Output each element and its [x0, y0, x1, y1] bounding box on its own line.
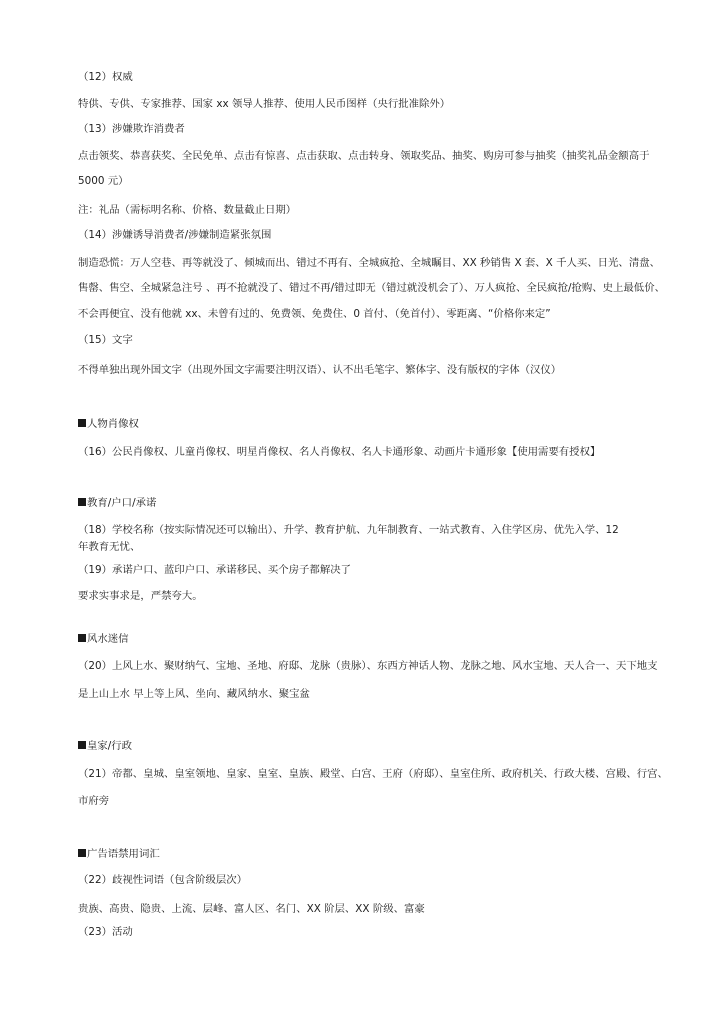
item-text-19-note: 要求实事求是，严禁夸大。 [78, 590, 203, 602]
section-title: 教育/户口/承诺 [87, 497, 157, 509]
item-heading-13: （13）涉嫌欺诈消费者 [78, 123, 185, 135]
item-text-15: 不得单独出现外国文字（出现外国文字需要注明汉语）、认不出毛笔字、繁体字、没有版权的字体（汉仪） [78, 364, 562, 376]
section-title: 皇家/行政 [87, 740, 133, 752]
item-text-13-line1: 点击领奖、恭喜获奖、全民免单、点击有惊喜、点击获取、点击转身、领取奖品、抽奖、购房可参与抽奖（抽奖礼品金额高于 [78, 150, 650, 162]
item-text-14-line3: 不会再便宜、没有他就 xx、未曾有过的、免费领、免费住、0 首付、（免首付）、零距离、“价格你来定” [78, 308, 551, 320]
section-heading-royal-admin [78, 740, 132, 753]
section-heading-education [78, 497, 156, 510]
section-title: 风水迷信 [87, 633, 129, 645]
item-text-14-line2: 售罄、售空、全城紧急注号 、再不抢就没了、错过不再/错过即无（错过就没机会了）、万人疯抢、全民疯抢/抢购、史上最低价、 [78, 282, 665, 294]
item-heading-14: （14）涉嫌诱导消费者/涉嫌制造紧张氛围 [78, 229, 272, 241]
item-text-13-line2: 5000 元） [78, 175, 129, 187]
section-title: 人物肖像权 [87, 418, 139, 430]
square-bullet-icon [78, 498, 86, 506]
section-title: 广告语禁用词汇 [87, 848, 160, 860]
item-text-14-line1: 制造恐慌：万人空巷、再等就没了、倾城而出、错过不再有、全城疯抢、全城瞩目、XX 秒销售 X 套、X 千人买、日光、清盘、 [78, 257, 660, 269]
item-text-18-line1: （18）学校名称（按实际情况还可以输出）、升学、教育护航、九年制教育、一站式教育、入住学区房、优先入学、12 [78, 524, 619, 536]
item-heading-23: （23）活动 [78, 926, 133, 938]
note-gifts: 注：礼品（需标明名称、价格、数量截止日期） [78, 204, 297, 216]
item-text-21-line2: 市府旁 [78, 795, 110, 807]
item-text-21-line1: （21）帝都、皇城、皇室领地、皇家、皇室、皇族、殿堂、白宫、王府（府邸）、皇室住所、政府机关、行政大楼、宫殿、行宫、 [78, 768, 668, 780]
item-heading-15: （15）文字 [78, 334, 133, 346]
item-heading-12: （12）权威 [78, 71, 133, 83]
section-heading-banned-words [78, 848, 160, 861]
square-bullet-icon [78, 741, 86, 749]
item-text-20-line2: 是上山上水 早上等上风、坐向、藏风纳水、聚宝盆 [78, 688, 310, 700]
item-text-22: 贵族、高贵、隐贵、上流、层峰、富人区、名门、XX 阶层、XX 阶级、富豪 [78, 903, 425, 915]
section-heading-portrait-rights [78, 418, 139, 431]
square-bullet-icon [78, 419, 86, 427]
item-text-12: 特供、专供、专家推荐、国家 xx 领导人推荐、使用人民币图样（央行批准除外） [78, 98, 451, 110]
item-text-20-line1: （20）上风上水、聚财纳气、宝地、圣地、府邸、龙脉（贵脉）、东西方神话人物、龙脉之地、风水宝地、天人合一、天下地支 [78, 660, 658, 672]
square-bullet-icon [78, 634, 86, 642]
item-text-18-line2: 年教育无忧、 [78, 541, 141, 553]
item-text-19: （19）承诺户口、蓝印户口、承诺移民、买个房子都解决了 [78, 564, 351, 576]
square-bullet-icon [78, 849, 86, 857]
section-heading-fengshui [78, 633, 129, 646]
item-heading-22: （22）歧视性词语（包含阶级层次） [78, 874, 248, 886]
item-text-16: （16）公民肖像权、儿童肖像权、明星肖像权、名人肖像权、名人卡通形象、动画片卡通形象【使用需要有授权】 [78, 446, 601, 458]
